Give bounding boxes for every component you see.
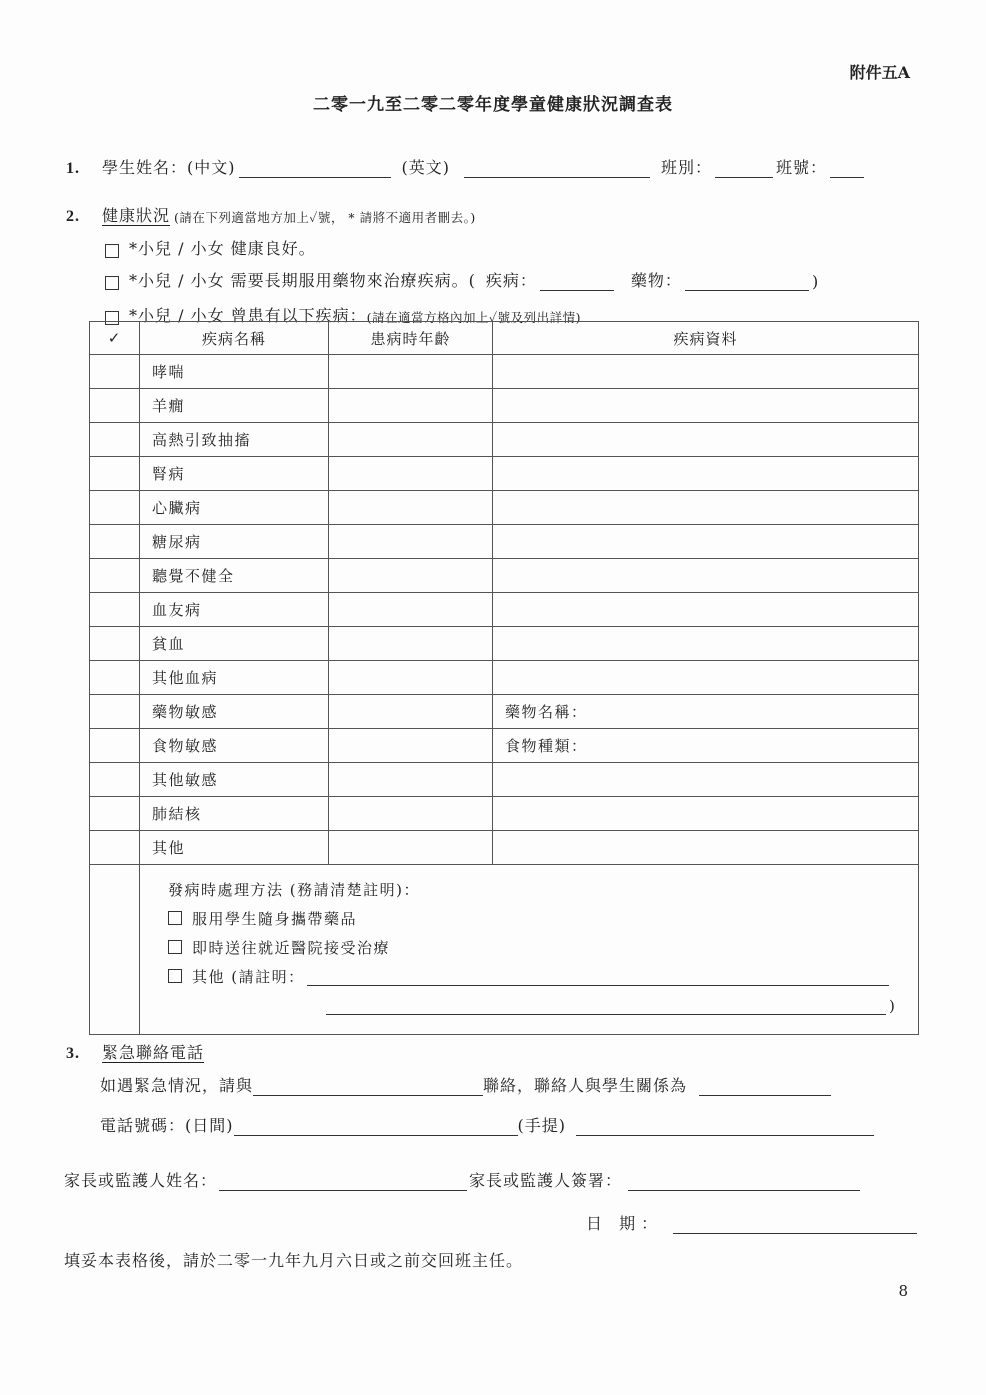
check-cell[interactable] [90,423,140,457]
check-cell[interactable] [90,593,140,627]
class-label: 班別： [661,158,713,177]
section-student-info [66,155,867,178]
disease-name: 食物敏感 [140,729,329,763]
check-cell[interactable] [90,457,140,491]
disease-info-cell[interactable] [493,593,919,627]
close-paren: ) [811,272,820,291]
emergency-phone-row [100,1113,877,1136]
check-cell[interactable] [90,491,140,525]
table-header-row [90,322,919,355]
class-no-label: 班號： [776,158,828,177]
onset-age-cell[interactable] [329,593,493,627]
checkbox[interactable] [168,911,182,925]
disease-field[interactable] [540,272,614,291]
disease-info-cell[interactable] [493,389,919,423]
onset-age-cell[interactable] [329,559,493,593]
phone-mobile-field[interactable] [576,1117,874,1136]
contact-person-field[interactable] [253,1077,483,1096]
disease-info-cell[interactable] [493,525,919,559]
table-row [90,559,919,593]
option-label: *小兒 / 小女 健康良好。 [129,239,316,258]
section-emergency-header [66,1040,204,1063]
table-row [90,797,919,831]
table-row [90,763,919,797]
disease-info-cell[interactable] [493,797,919,831]
onset-age-cell[interactable] [329,797,493,831]
onset-age-cell[interactable] [329,423,493,457]
disease-info-cell[interactable] [493,491,919,525]
disease-name: 羊癇 [140,389,329,423]
option-note: (請在適當方格內加上✓號及列出詳情) [366,310,581,325]
onset-age-cell[interactable] [329,831,493,865]
disease-info-cell[interactable] [493,763,919,797]
checkbox[interactable] [168,969,182,983]
onset-age-cell[interactable] [329,763,493,797]
guardian-name-field[interactable] [219,1172,467,1191]
header-disease-info: 疾病資料 [493,322,919,355]
onset-age-cell[interactable] [329,491,493,525]
treatment-cell [140,865,919,1035]
health-heading: 健康狀況 [102,206,171,225]
disease-name: 心臟病 [140,491,329,525]
checkbox[interactable] [105,244,119,258]
form-title: 二零一九至二零二零年度學童健康狀況調查表 [313,95,673,115]
treatment-row [90,865,919,1035]
section-number: 3. [66,1045,80,1062]
onset-age-cell[interactable] [329,355,493,389]
checkbox[interactable] [168,940,182,954]
table-row [90,695,919,729]
emergency-heading: 緊急聯絡電話 [102,1043,205,1062]
phone-mobile-label: (手提) [517,1116,566,1135]
relation-field[interactable] [699,1077,831,1096]
name-en-field[interactable] [464,159,650,178]
option-label: *小兒 / 小女 曾患有以下疾病： [129,306,367,325]
annex-label: 附件五A [849,63,910,82]
checkbox[interactable] [105,276,119,290]
treatment-heading: 發病時處理方法 (務請清楚註明)： [168,881,420,899]
disease-info-cell[interactable]: 藥物名稱： [493,695,919,729]
table-row [90,525,919,559]
disease-name: 聽覺不健全 [140,559,329,593]
check-cell[interactable] [90,355,140,389]
emergency-contact-row [100,1073,834,1096]
disease-name: 其他 [140,831,329,865]
option-label: 服用學生隨身攜帶藥品 [192,910,358,928]
treatment-continuation [168,991,918,1020]
table-row [90,389,919,423]
disease-name: 糖尿病 [140,525,329,559]
check-cell[interactable] [90,661,140,695]
disease-info-cell[interactable] [493,831,919,865]
section-number: 2. [66,208,80,225]
disease-name: 貧血 [140,627,329,661]
disease-table [89,321,919,1035]
guardian-sign-label: 家長或監護人簽署： [469,1171,623,1190]
treatment-blank-cell [90,865,140,1035]
date-field[interactable] [673,1215,917,1234]
phone-day-field[interactable] [234,1117,518,1136]
page-number: 8 [898,1282,908,1300]
header-onset-age: 患病時年齡 [329,322,493,355]
contact-prefix: 如遇緊急情況，請與 [100,1076,254,1095]
check-cell[interactable] [90,627,140,661]
disease-name: 藥物敏感 [140,695,329,729]
disease-info-cell[interactable] [493,355,919,389]
disease-info-cell[interactable] [493,457,919,491]
health-instruction: (請在下列適當地方加上✓號， * 請將不適用者刪去。) [174,210,476,225]
disease-info-cell[interactable] [493,423,919,457]
option-label: 其他 (請註明： [192,968,305,986]
disease-name: 高熱引致抽搐 [140,423,329,457]
onset-age-cell[interactable] [329,389,493,423]
check-cell[interactable] [90,559,140,593]
phone-day-label: 電話號碼：(日間) [100,1116,234,1135]
class-no-field[interactable] [830,159,864,178]
disease-name: 哮喘 [140,355,329,389]
table-row [90,423,919,457]
onset-age-cell[interactable] [329,457,493,491]
date-label: 日 期： [586,1214,664,1233]
disease-info-cell[interactable]: 食物種類： [493,729,919,763]
relation-label: 聯絡，聯絡人與學生關係為 [483,1076,688,1095]
disease-info-cell[interactable] [493,661,919,695]
guardian-name-label: 家長或監護人姓名： [64,1171,218,1190]
name-cn-field[interactable] [239,159,391,178]
header-check: ✓ [90,322,140,355]
table-row [90,593,919,627]
onset-age-cell[interactable] [329,627,493,661]
check-cell[interactable] [90,525,140,559]
option-label: *小兒 / 小女 需要長期服用藥物來治療疾病。( [129,271,476,290]
check-cell[interactable] [90,695,140,729]
treatment-option [168,904,918,933]
table-row [90,627,919,661]
class-field[interactable] [715,159,773,178]
disease-name: 血友病 [140,593,329,627]
disease-name: 腎病 [140,457,329,491]
disease-info-cell[interactable] [493,559,919,593]
treatment-option [168,962,918,991]
other-treatment-field-line2[interactable] [326,996,886,1015]
header-disease-name: 疾病名稱 [140,322,329,355]
health-option-medication [105,268,819,291]
guardian-row [64,1168,863,1191]
treatment-option [168,933,918,962]
check-cell[interactable] [90,389,140,423]
disease-name: 其他血病 [140,661,329,695]
check-cell[interactable] [90,729,140,763]
disease-label: 疾病： [485,271,537,290]
health-option-good [105,236,316,259]
section-number: 1. [66,160,80,177]
onset-age-cell[interactable] [329,525,493,559]
disease-name: 肺結核 [140,797,329,831]
footer-note: 填妥本表格後，請於二零一九年九月六日或之前交回班主任。 [64,1251,524,1270]
table-row [90,831,919,865]
onset-age-cell[interactable] [329,729,493,763]
close-paren: ) [889,996,897,1015]
disease-name: 其他敏感 [140,763,329,797]
onset-age-cell[interactable] [329,661,493,695]
table-row [90,661,919,695]
check-cell[interactable] [90,831,140,865]
table-row [90,491,919,525]
guardian-sign-field[interactable] [628,1172,860,1191]
date-row [586,1211,920,1234]
table-row [90,355,919,389]
option-label: 即時送往就近醫院接受治療 [192,939,391,957]
section-health-header [66,203,476,226]
table-row [90,457,919,491]
check-cell[interactable] [90,797,140,831]
other-treatment-field[interactable] [307,967,889,986]
table-row [90,729,919,763]
check-cell[interactable] [90,763,140,797]
name-en-label: (英文) [401,158,450,177]
medicine-label: 藥物： [630,271,682,290]
name-cn-label: 學生姓名：(中文) [102,158,236,177]
medicine-field[interactable] [685,272,809,291]
disease-info-cell[interactable] [493,627,919,661]
onset-age-cell[interactable] [329,695,493,729]
